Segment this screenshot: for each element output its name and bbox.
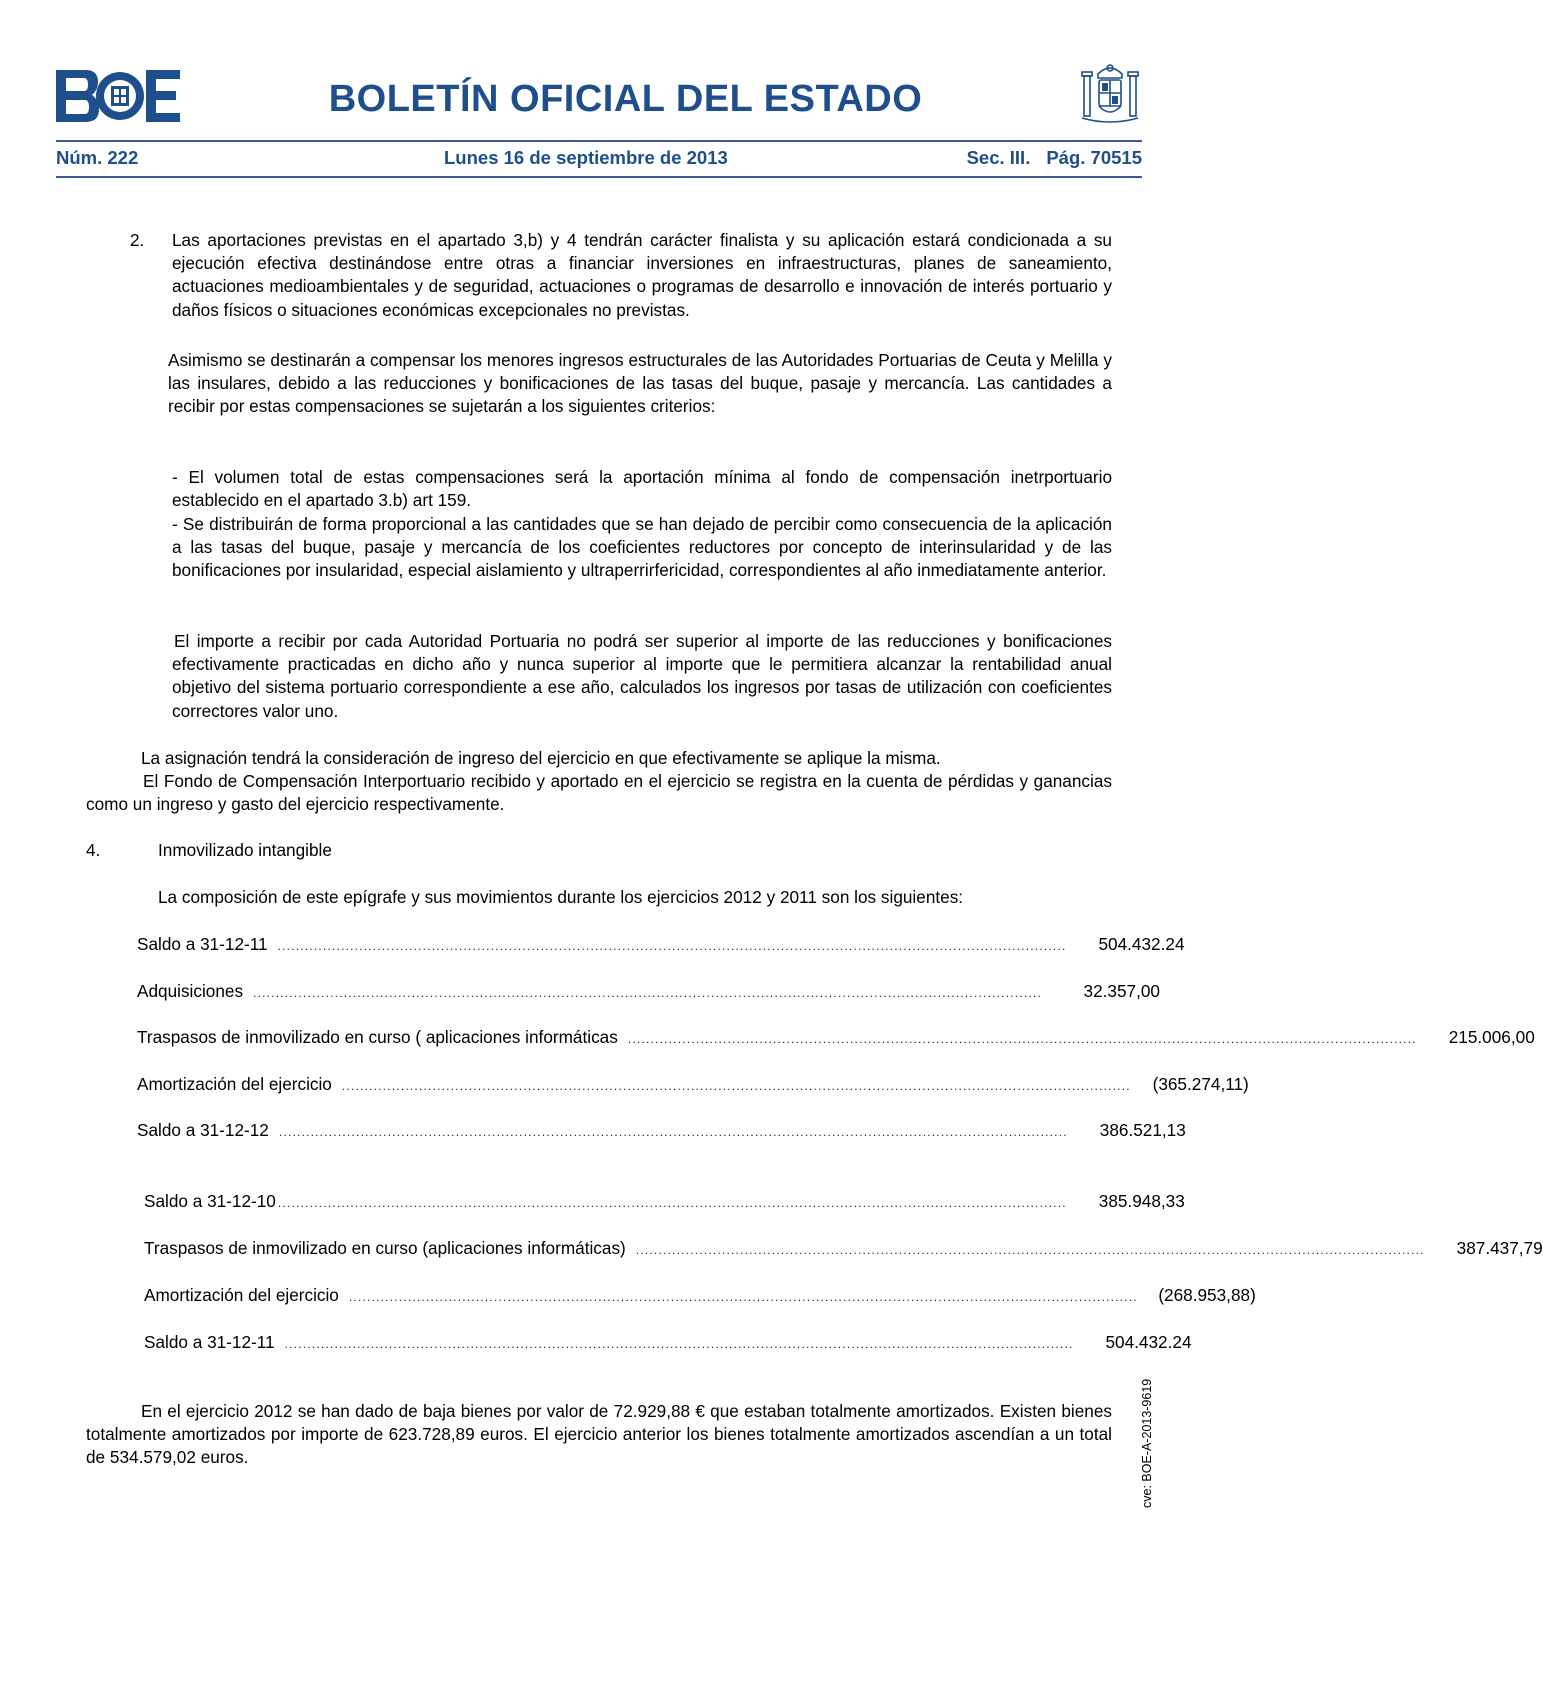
cve-code: cve: BOE-A-2013-9619 — [1140, 1378, 1154, 1508]
item2-paragraph-1: Las aportaciones previstas en el apartado 3,b) y 4 tendrán carácter finalista y su aplicación estará condicionada a su ejecución efectiva destinándose entre otras a financiar inversiones en infraestructuras, planes de saneamiento, actuaciones medioambientales y de seguridad, actuaciones o programas de desarrollo e innovación de interés portuario y daños físicos o situaciones económicas excepcionales no previstas. — [172, 230, 1112, 320]
item2-paragraph-2: Asimismo se destinarán a compensar los menores ingresos estructurales de las Autoridades Portuarias de Ceuta y Melilla y las insulares, debido a las reducciones y bonificaciones de las tasas del buque, pasaje y mercancía. Las cantidades a recibir por estas compensaciones se sujetarán a los siguientes criterios: — [168, 350, 1112, 417]
issue-date: Lunes 16 de septiembre de 2013 — [444, 147, 728, 168]
ledger-label: Traspasos de inmovilizado en curso ( aplicaciones informáticas — [137, 1027, 618, 1047]
ledger-row — [137, 932, 1185, 956]
ledger-row — [137, 1118, 1186, 1142]
ledger-label: Amortización del ejercicio — [137, 1074, 332, 1094]
ledger-label: Adquisiciones — [137, 981, 244, 1001]
closing-paragraph: En el ejercicio 2012 se han dado de baja bienes por valor de 72.929,88 € que estaban totalmente amortizados. Existen bienes totalmente amortizados por importe de 623.728,89 euros. El ejercicio anterior los bienes totalmente amortizados ascendían a un total de 534.579,02 euros. — [86, 1401, 1112, 1468]
section-number: 4. — [86, 840, 101, 860]
leader-dots: .............................................................................................................................................................................. — [627, 1032, 1417, 1046]
ledger-label: Amortización del ejercicio — [144, 1285, 339, 1305]
ledger-label: Saldo a 31-12-11 — [144, 1332, 275, 1352]
ledger-amount: 386.521,13 — [1099, 1120, 1186, 1140]
ledger-row — [144, 1330, 1192, 1354]
page-label: Pág. 70515 — [1046, 147, 1142, 168]
assignment-paragraph: La asignación tendrá la consideración de ingreso del ejercicio en que efectivamente se aplique la misma. — [141, 748, 941, 768]
leader-dots: .............................................................................................................................................................................. — [277, 1196, 1067, 1210]
header-rule-bottom — [56, 176, 1142, 178]
ledger-row — [137, 1072, 1249, 1096]
ledger-amount: 215.006,00 — [1448, 1027, 1535, 1047]
issue-number: Núm. 222 — [56, 147, 139, 168]
ledger-amount: (268.953,88) — [1158, 1285, 1256, 1305]
criteria-bullet-2: - Se distribuirán de forma proporcional a las cantidades que se han dejado de percibir como consecuencia de la aplicación a las tasas del buque, pasaje y mercancía de los coeficientes reductores por concepto de interinsularidad y de las bonificaciones por insularidad, especial aislamiento y ultraperrirfericidad, correspondientes al año inmediatamente anterior. — [172, 514, 1112, 581]
section-title: Inmovilizado intangible — [158, 840, 332, 860]
leader-dots: .............................................................................................................................................................................. — [284, 1337, 1074, 1351]
ledger-row — [144, 1283, 1256, 1307]
ledger-amount: 387.437,79 — [1456, 1238, 1543, 1258]
ledger-amount: (365.274,11) — [1152, 1074, 1249, 1094]
leader-dots: .............................................................................................................................................................................. — [635, 1243, 1425, 1257]
leader-dots: .............................................................................................................................................................................. — [277, 939, 1067, 953]
ledger-label: Saldo a 31-12-10 — [144, 1191, 276, 1211]
ledger-label: Saldo a 31-12-12 — [137, 1120, 269, 1140]
item2-paragraph-3: El importe a recibir por cada Autoridad Portuaria no podrá ser superior al importe de las reducciones y bonificaciones efectivamente practicadas en dicho año y nunca superior al importe que le permitiera alcanzar la rentabilidad anual objetivo del sistema portuario correspondiente a ese año, calculados los ingresos por tasas de utilización con coeficientes correctores valor uno. — [172, 631, 1112, 721]
coat-of-arms-icon — [1078, 60, 1142, 128]
criteria-bullet-1: - El volumen total de estas compensaciones será la aportación mínima al fondo de compensación inetrportuario establecido en el apartado 3.b) art 159. — [172, 467, 1112, 511]
leader-dots: .............................................................................................................................................................................. — [278, 1125, 1068, 1139]
ledger-row — [137, 979, 1160, 1003]
ledger-row — [144, 1189, 1185, 1213]
leader-dots: .............................................................................................................................................................................. — [348, 1290, 1138, 1304]
ledger-row — [144, 1236, 1543, 1260]
section-page — [967, 147, 1142, 169]
item-number: 2. — [130, 230, 145, 250]
section-intro: La composición de este epígrafe y sus movimientos durante los ejercicios 2012 y 2011 son los siguientes: — [158, 887, 964, 907]
fund-paragraph: El Fondo de Compensación Interportuario recibido y aportado en el ejercicio se registra en la cuenta de pérdidas y ganancias como un ingreso y gasto del ejercicio respectivamente. — [86, 771, 1112, 815]
ledger-row — [137, 1025, 1535, 1049]
ledger-amount: 504.432.24 — [1098, 934, 1185, 954]
page-title: BOLETÍN OFICIAL DEL ESTADO — [328, 78, 923, 120]
ledger-amount: 32.357,00 — [1083, 981, 1160, 1001]
header-rule-top — [56, 140, 1142, 142]
boe-logo — [56, 70, 180, 122]
leader-dots: .............................................................................................................................................................................. — [253, 986, 1042, 1000]
section-label: Sec. III. — [966, 147, 1031, 168]
ledger-label: Traspasos de inmovilizado en curso (aplicaciones informáticas) — [144, 1238, 626, 1258]
ledger-amount: 385.948,33 — [1098, 1191, 1185, 1211]
leader-dots: .............................................................................................................................................................................. — [341, 1079, 1131, 1093]
ledger-amount: 504.432.24 — [1105, 1332, 1192, 1352]
ledger-label: Saldo a 31-12-11 — [137, 934, 268, 954]
